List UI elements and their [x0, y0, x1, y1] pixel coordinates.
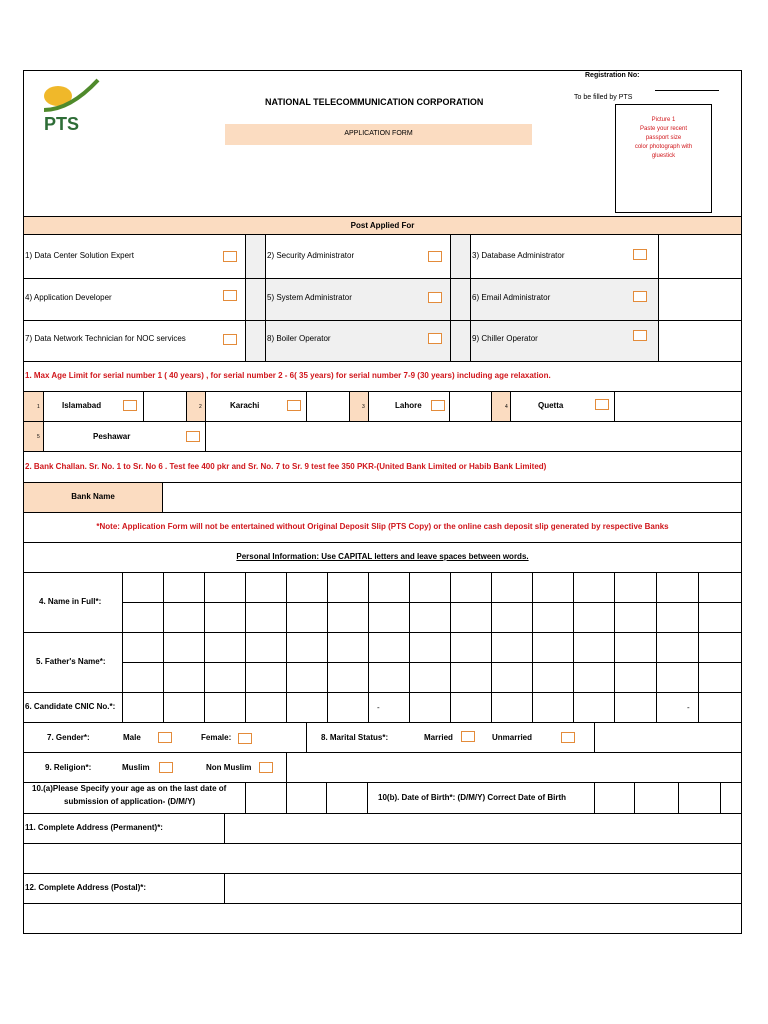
grid-cell-divider: [491, 572, 492, 722]
divider: [245, 782, 246, 813]
post-item-6: 6) Email Administrator: [472, 293, 551, 302]
city-no-5: 5: [37, 434, 40, 440]
divider: [594, 722, 595, 752]
cnic-dash-2: -: [687, 703, 690, 712]
divider: [594, 782, 595, 813]
non-muslim-checkbox[interactable]: [259, 762, 273, 773]
married-checkbox[interactable]: [461, 731, 475, 742]
divider: [122, 602, 742, 603]
post-item-1: 1) Data Center Solution Expert: [25, 251, 134, 260]
marital-status-label: 8. Marital Status*:: [321, 733, 389, 742]
city-peshawar: Peshawar: [93, 432, 131, 441]
city-karachi: Karachi: [230, 401, 260, 410]
personal-info-heading: Personal Information: Use CAPITAL letters and leave spaces between words.: [236, 552, 529, 561]
org-name: NATIONAL TELECOMMUNICATION CORPORATION: [265, 97, 484, 107]
male-checkbox[interactable]: [158, 732, 172, 743]
deposit-slip-note: *Note: Application Form will not be entertained without Original Deposit Slip (PTS Copy) or the online cash deposit slip generated by respective Banks: [96, 522, 669, 531]
divider: [23, 692, 742, 693]
grid-cell-divider: [656, 572, 657, 722]
divider: [678, 782, 679, 813]
divider: [326, 782, 327, 813]
form-title: APPLICATION FORM: [344, 130, 413, 137]
grid-cell-divider: [368, 572, 369, 722]
female-checkbox[interactable]: [238, 733, 252, 744]
grid-cell-divider: [409, 572, 410, 722]
photo-line-5: gluestick: [651, 153, 676, 159]
cnic-label: 6. Candidate CNIC No.*:: [25, 702, 116, 711]
religion-non-muslim: Non Muslim: [206, 763, 252, 772]
grid-cell-divider: [532, 572, 533, 722]
grid-cell-divider: [450, 572, 451, 722]
logo-text: PTS: [44, 114, 80, 134]
city-no-1: 1: [37, 404, 40, 410]
post-item-8: 8) Boiler Operator: [267, 334, 331, 343]
city-no-4: 4: [505, 404, 508, 410]
divider: [306, 722, 307, 752]
post-item-9: 9) Chiller Operator: [472, 334, 538, 343]
religion-label: 9. Religion*:: [45, 763, 92, 772]
photo-line-1: Picture 1: [651, 117, 676, 123]
grid-cell-divider: [286, 572, 287, 722]
grid-cell-divider: [204, 572, 205, 722]
bank-name-label: Bank Name: [71, 492, 115, 501]
divider: [367, 782, 368, 813]
photo-line-4: color photograph with: [634, 144, 693, 150]
grid-cell-divider: [573, 572, 574, 722]
grid-cell-divider: [614, 572, 615, 722]
filled-by-label: To be filled by PTS: [574, 94, 633, 101]
divider: [23, 752, 742, 753]
post-item-3: 3) Database Administrator: [472, 251, 565, 260]
post-section-title: Post Applied For: [350, 221, 415, 230]
photo-line-2: Paste your recent: [639, 126, 688, 132]
city-no-3: 3: [362, 404, 365, 410]
divider: [634, 782, 635, 813]
dob-label: 10(b). Date of Birth*: (D/M/Y) Correct Date of Birth: [378, 793, 567, 802]
divider: [23, 903, 742, 904]
age-limit-note: 1. Max Age Limit for serial number 1 ( 40 years) , for serial number 2 - 6( 35 years) for serial number 7-9 (30 years) including age relaxation.: [25, 371, 551, 380]
post-item-2: 2) Security Administrator: [267, 251, 355, 260]
city-islamabad: Islamabad: [62, 401, 102, 410]
post-item-7: 7) Data Network Technician for NOC services: [25, 334, 186, 343]
divider: [23, 632, 742, 633]
name-label: 4. Name in Full*:: [39, 597, 102, 606]
marital-unmarried: Unmarried: [492, 733, 533, 742]
religion-muslim: Muslim: [122, 763, 150, 772]
unmarried-checkbox[interactable]: [561, 732, 575, 743]
city-quetta: Quetta: [538, 401, 564, 410]
grid-cell-divider: [327, 572, 328, 722]
grid-cell-divider: [163, 572, 164, 722]
father-name-label: 5. Father's Name*:: [36, 657, 106, 666]
cnic-dash-1: -: [377, 703, 380, 712]
gender-female: Female:: [201, 733, 232, 742]
address-postal-label: 12. Complete Address (Postal)*:: [25, 883, 147, 892]
divider: [286, 752, 287, 782]
photo-line-3: passport size: [645, 135, 682, 141]
grid-cell-divider: [698, 572, 699, 722]
address-permanent-label: 11. Complete Address (Permanent)*:: [25, 823, 163, 832]
divider: [720, 782, 721, 813]
muslim-checkbox[interactable]: [159, 762, 173, 773]
age-label-line-2: submission of application- (D/M/Y): [64, 797, 196, 806]
post-item-4: 4) Application Developer: [25, 293, 112, 302]
divider: [286, 782, 287, 813]
divider: [23, 843, 742, 844]
gender-male: Male: [123, 733, 141, 742]
city-no-2: 2: [199, 404, 202, 410]
divider: [122, 662, 742, 663]
divider: [23, 722, 742, 723]
registration-label: Registration No:: [585, 72, 640, 79]
city-lahore: Lahore: [395, 401, 422, 410]
bank-challan-note: 2. Bank Challan. Sr. No. 1 to Sr. No 6 . Test fee 400 pkr and Sr. No. 7 to Sr. 9 test fee 350 PKR-(United Bank Limited or Habib Bank Limited): [25, 462, 547, 471]
marital-married: Married: [424, 733, 453, 742]
grid-cell-divider: [245, 572, 246, 722]
age-label-line-1: 10.(a)Please Specify your age as on the last date of: [32, 784, 227, 793]
post-item-5: 5) System Administrator: [267, 293, 352, 302]
gender-label: 7. Gender*:: [47, 733, 90, 742]
